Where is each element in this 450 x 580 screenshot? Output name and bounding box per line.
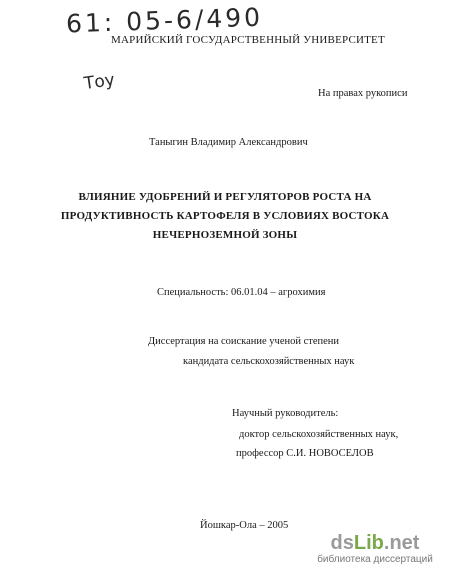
supervisor-degree: доктор сельскохозяйственных наук, <box>239 429 399 440</box>
manuscript-rights-note: На правах рукописи <box>318 88 408 99</box>
supervisor-label: Научный руководитель: <box>232 408 339 419</box>
author-name: Таныгин Владимир Александрович <box>149 137 308 148</box>
dissertation-title <box>0 188 450 245</box>
dslib-watermark <box>310 532 440 566</box>
degree-line: Диссертация на соискание ученой степени <box>148 336 340 347</box>
specialty: Специальность: 06.01.04 – агрохимия <box>157 287 326 298</box>
logo-net: .net <box>383 532 420 554</box>
logo-ds: ds <box>330 532 354 554</box>
supervisor-name: профессор С.И. НОВОСЕЛОВ <box>236 448 374 459</box>
degree-line: кандидата сельскохозяйственных наук <box>183 356 355 367</box>
handwritten-mark: Тоу <box>82 69 117 95</box>
watermark-subtitle: библиотека диссертаций <box>317 554 433 565</box>
title-line: ПРОДУКТИВНОСТЬ КАРТОФЕЛЯ В УСЛОВИЯХ ВОСТОКА <box>60 210 390 222</box>
university-name: МАРИЙСКИЙ ГОСУДАРСТВЕННЫЙ УНИВЕРСИТЕТ <box>111 34 385 46</box>
logo-lib: Lib <box>353 532 384 554</box>
title-line: ВЛИЯНИЕ УДОБРЕНИЙ И РЕГУЛЯТОРОВ РОСТА НА <box>78 191 372 203</box>
dslib-logo <box>310 532 440 554</box>
handwritten-archive-code: 61: 05-6/490 <box>65 2 264 39</box>
city-year: Йошкар-Ола – 2005 <box>200 520 289 531</box>
title-line: НЕЧЕРНОЗЕМНОЙ ЗОНЫ <box>152 229 298 241</box>
